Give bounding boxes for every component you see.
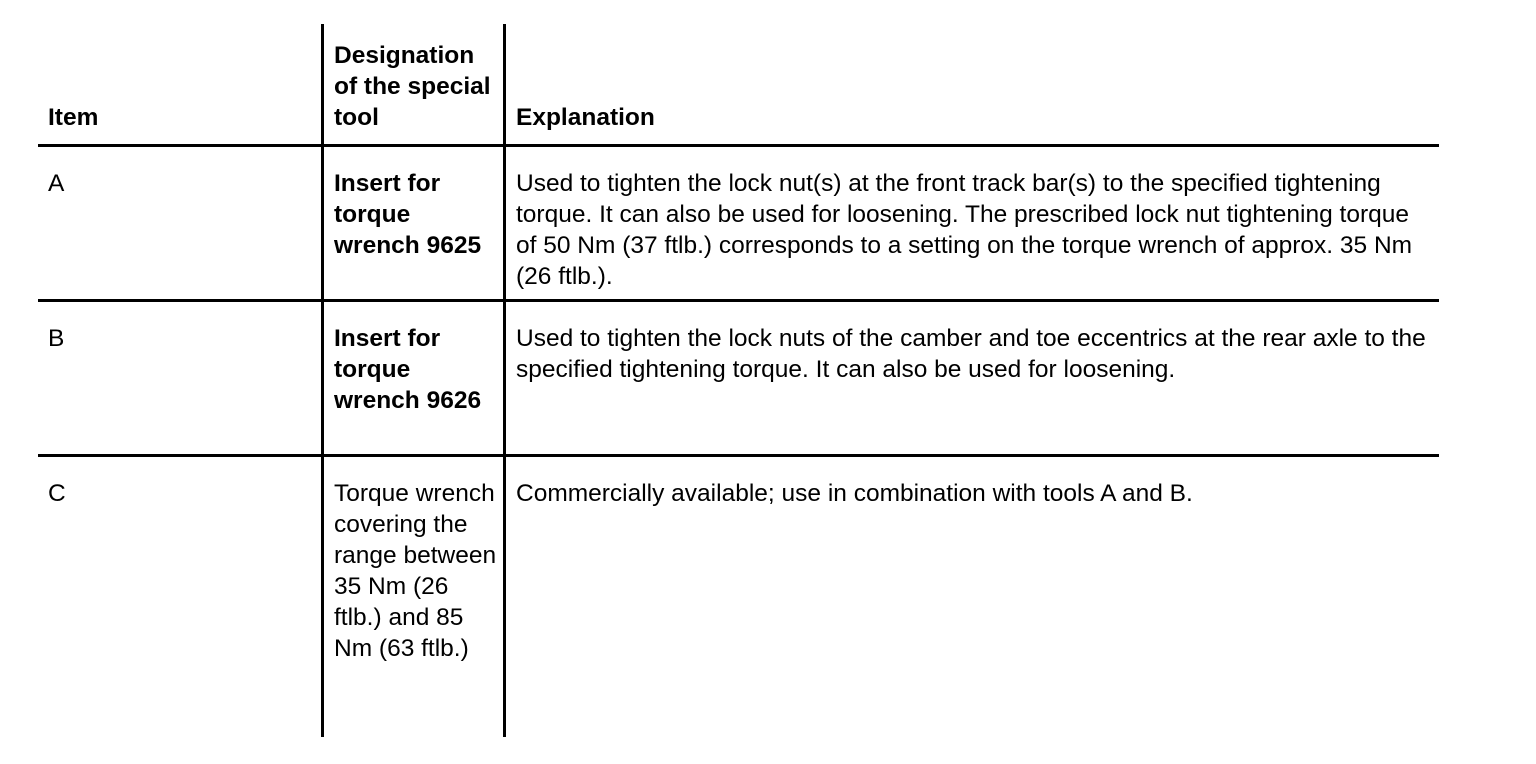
table-row [38, 457, 1439, 737]
table-row [38, 147, 1439, 302]
table-header-row [38, 24, 1439, 147]
row-item: A [38, 147, 324, 299]
row-item: B [38, 302, 324, 454]
row-explanation: Commercially available; use in combination with tools A and B. [516, 480, 1193, 507]
header-explanation: Explanation [516, 104, 655, 131]
table-row [38, 302, 1439, 457]
row-explanation: Used to tighten the lock nut(s) at the front track bar(s) to the specified tightening torque. It can also be used for loosening. The prescribed lock nut tightening torque of 50 Nm (37 ftlb.) corresponds to a setting on the torque wrench of approx. 35 Nm (26 ftlb.). [516, 170, 1413, 290]
row-designation: Torque wrench covering the range between 35 Nm (26 ftlb.) and 85 Nm (63 ftlb.) [324, 457, 506, 737]
header-item: Item [38, 24, 324, 144]
row-explanation: Used to tighten the lock nuts of the camber and toe eccentrics at the rear axle to the specified tightening torque. It can also be used for loosening. [516, 325, 1426, 383]
row-item: C [38, 457, 324, 737]
special-tools-table [38, 24, 1439, 737]
row-designation: Insert for torque wrench 9626 [324, 302, 506, 454]
header-designation: Designation of the special tool [324, 24, 506, 144]
row-designation: Insert for torque wrench 9625 [324, 147, 506, 299]
